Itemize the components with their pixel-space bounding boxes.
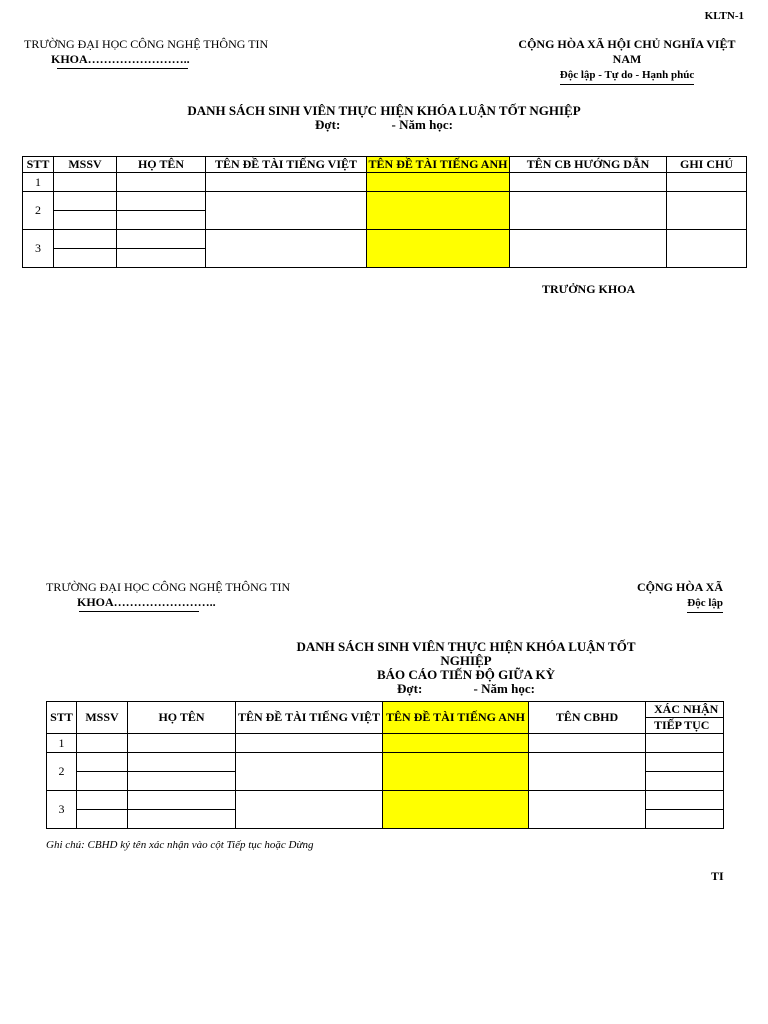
- table-row: [23, 230, 747, 249]
- progress-report-table: [46, 701, 724, 829]
- table-footnote: Ghi chú: CBHD ký tên xác nhận vào cột Tiếp tục hoặc Dừng: [46, 839, 314, 851]
- cell[interactable]: [54, 192, 117, 211]
- col-full-name: HỌ TÊN: [117, 157, 206, 173]
- col-topic-vietnamese: TÊN ĐỀ TÀI TIẾNG VIỆT: [236, 702, 383, 734]
- cell[interactable]: [383, 791, 529, 829]
- cell[interactable]: [510, 192, 667, 230]
- university-header-2: [46, 580, 306, 610]
- document-title-block: [0, 104, 768, 132]
- col-continue: TIẾP TỤC: [646, 718, 724, 734]
- cell[interactable]: [646, 772, 724, 791]
- cell[interactable]: [117, 173, 206, 192]
- row-number: 2: [47, 753, 77, 791]
- national-motto: Độc lập: [687, 596, 723, 613]
- table-row: [23, 173, 747, 192]
- document-title-block-2: [272, 640, 660, 696]
- period-label: Đợt:: [397, 681, 423, 696]
- cell[interactable]: [117, 211, 206, 230]
- cell[interactable]: [529, 791, 646, 829]
- cell[interactable]: [206, 192, 367, 230]
- faculty-name: KHOA……………………..: [51, 52, 190, 66]
- country-name: CỘNG HÒA XÃ: [636, 580, 723, 594]
- cell[interactable]: [383, 753, 529, 791]
- cell[interactable]: [367, 173, 510, 192]
- cell[interactable]: [646, 810, 724, 829]
- cell[interactable]: [667, 230, 747, 268]
- student-list-table: [22, 156, 747, 268]
- cell[interactable]: [206, 173, 367, 192]
- cell[interactable]: [236, 791, 383, 829]
- table-header-row: [23, 157, 747, 173]
- row-number: 3: [47, 791, 77, 829]
- cell[interactable]: [128, 772, 236, 791]
- cell[interactable]: [646, 753, 724, 772]
- cell[interactable]: [206, 230, 367, 268]
- cell[interactable]: [54, 230, 117, 249]
- cell[interactable]: [77, 810, 128, 829]
- national-header: [504, 37, 750, 85]
- faculty-underline: [57, 68, 188, 69]
- col-mssv: MSSV: [54, 157, 117, 173]
- col-stt: STT: [47, 702, 77, 734]
- col-notes: GHI CHÚ: [667, 157, 747, 173]
- dean-signature-label: TRƯỞNG KHOA: [542, 282, 636, 296]
- cell[interactable]: [529, 734, 646, 753]
- cell[interactable]: [128, 753, 236, 772]
- document-subtitle: BÁO CÁO TIẾN ĐỘ GIỮA KỲ: [376, 667, 556, 682]
- country-name: CỘNG HÒA XÃ HỘI CHỦ NGHĨA VIỆT NAM: [518, 37, 736, 66]
- col-topic-english: TÊN ĐỀ TÀI TIẾNG ANH: [367, 157, 510, 173]
- academic-year-label: - Năm học:: [473, 681, 535, 696]
- cell[interactable]: [236, 753, 383, 791]
- cell[interactable]: [236, 734, 383, 753]
- national-header-2: [560, 580, 723, 613]
- cell[interactable]: [117, 249, 206, 268]
- form-code: KLTN-1: [704, 10, 744, 22]
- col-full-name: HỌ TÊN: [128, 702, 236, 734]
- cell[interactable]: [54, 211, 117, 230]
- cell[interactable]: [77, 772, 128, 791]
- cell[interactable]: [77, 791, 128, 810]
- cell[interactable]: [128, 810, 236, 829]
- cell[interactable]: [383, 734, 529, 753]
- cell[interactable]: [54, 249, 117, 268]
- cell[interactable]: [667, 192, 747, 230]
- university-name: TRƯỜNG ĐẠI HỌC CÔNG NGHỆ THÔNG TIN: [24, 37, 269, 51]
- col-topic-english: TÊN ĐỀ TÀI TIẾNG ANH: [383, 702, 529, 734]
- row-number: 1: [47, 734, 77, 753]
- cell[interactable]: [510, 230, 667, 268]
- col-topic-vietnamese: TÊN ĐỀ TÀI TIẾNG VIỆT: [206, 157, 367, 173]
- table-row: [47, 791, 724, 810]
- table-row: [23, 192, 747, 211]
- faculty-name: KHOA……………………..: [77, 595, 216, 609]
- cell[interactable]: [54, 173, 117, 192]
- cell[interactable]: [667, 173, 747, 192]
- academic-year-label: - Năm học:: [391, 117, 453, 132]
- university-header: [24, 37, 284, 67]
- table-header-row: [47, 702, 724, 718]
- col-supervisor: TÊN CBHD: [529, 702, 646, 734]
- cell[interactable]: [77, 734, 128, 753]
- cell[interactable]: [510, 173, 667, 192]
- university-name: TRƯỜNG ĐẠI HỌC CÔNG NGHỆ THÔNG TIN: [46, 580, 291, 594]
- national-motto: Độc lập - Tự do - Hạnh phúc: [560, 68, 694, 85]
- cell[interactable]: [117, 192, 206, 211]
- cell[interactable]: [529, 753, 646, 791]
- period-label: Đợt:: [315, 117, 341, 132]
- document-title: DANH SÁCH SINH VIÊN THỰC HIỆN KHÓA LUẬN TỐT NGHIỆP: [187, 103, 581, 118]
- row-number: 2: [23, 192, 54, 230]
- col-supervisor: TÊN CB HƯỚNG DẪN: [510, 157, 667, 173]
- row-number: 3: [23, 230, 54, 268]
- cell[interactable]: [367, 192, 510, 230]
- dean-signature-label-2: TI: [711, 869, 724, 883]
- cell[interactable]: [646, 734, 724, 753]
- cell[interactable]: [128, 791, 236, 810]
- cell[interactable]: [77, 753, 128, 772]
- faculty-underline: [79, 611, 199, 612]
- table-row: [47, 734, 724, 753]
- table-row: [47, 753, 724, 772]
- row-number: 1: [23, 173, 54, 192]
- col-mssv: MSSV: [77, 702, 128, 734]
- col-confirmation: XÁC NHẬN: [646, 702, 724, 718]
- cell[interactable]: [117, 230, 206, 249]
- cell[interactable]: [128, 734, 236, 753]
- col-stt: STT: [23, 157, 54, 173]
- cell[interactable]: [367, 230, 510, 268]
- document-title: DANH SÁCH SINH VIÊN THỰC HIỆN KHÓA LUẬN TỐT NGHIỆP: [296, 639, 636, 668]
- cell[interactable]: [646, 791, 724, 810]
